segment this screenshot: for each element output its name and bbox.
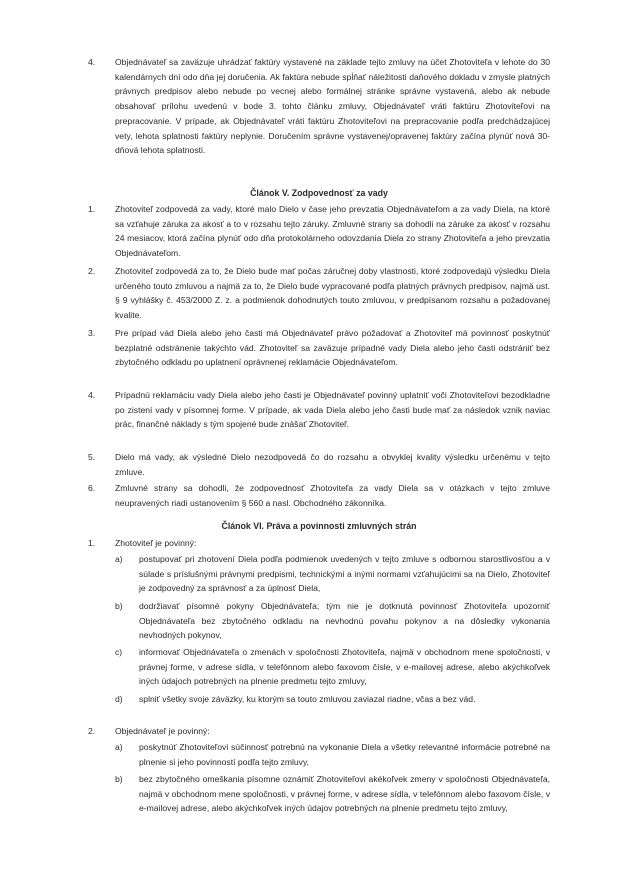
article5-paragraph-2 [88,264,550,323]
article5-paragraph-6 [88,481,550,510]
paragraph-number: 1. [88,204,96,214]
paragraph-number: 3. [88,328,96,338]
paragraph-number: 5. [88,452,96,462]
item-label: b) [115,601,123,611]
article4-paragraph-4 [88,55,550,158]
article5-paragraph-1 [88,202,550,261]
item-text: informovať Objednávateľa o zmenách v spoločnosti Zhotoviteľa, najmä v obchodnom mene spoločnosti, v právnej forme, v adrese sídla, v telefónnom alebo faxovom čísle, v e-mailovej adrese, alebo akýchkoľvek iných údajoch potrebných na plnenie predmetu tejto zmluvy, [139,647,550,687]
paragraph-text: Dielo má vady, ak výsledné Dielo nezodpovedá čo do rozsahu a obvyklej kvality výsledku určenému v tejto zmluve. [115,452,550,477]
article5-paragraph-4 [88,388,550,432]
item-label: c) [115,647,123,657]
paragraph-number: 2. [88,726,96,736]
article6-paragraph-1-lead [88,536,550,551]
paragraph-text: Objednávateľ sa zaväzuje uhrádzať faktúry vystavené na základe tejto zmluvy na účet Zhotoviteľa v lehote do 30 kalendárnych dní odo dňa jej doručenia. Ak faktúra nebude spĺňať náležitosti daňového dokladu v zmysle platných právnych predpisov alebo nebude po vecnej alebo formálnej stránke správne vystavená, alebo ak nebude obsahovať prílohu uvedenú v bode 3. tohto článku zmluvy, Objednávateľ vráti faktúru Zhotoviteľovi na prepracovanie. V prípade, ak Objednávateľ vráti faktúru Zhotoviteľovi na prepracovanie podľa predchádzajúcej vety, lehota splatnosti faktúry neplynie. Doručením správne vystavenej/opravenej faktúry začína plynúť nová 30-dňová lehota splatnosti. [115,57,550,156]
article6-paragraph-2-lead [88,724,550,739]
paragraph-text: Prípadnú reklamáciu vady Diela alebo jeho časti je Objednávateľ povinný uplatniť voči Zhotoviteľovi bezodkladne po zistení vady v písomnej forme. V prípade, ak vada Diela alebo jeho časti bude mať za následok vznik naviac prác, finančné náklady s tým spojené bude znášať Zhotoviteľ. [115,390,550,430]
article6-heading: Článok VI. Práva a povinnosti zmluvných strán [221,521,417,531]
paragraph-lead-text: Zhotoviteľ je povinný: [115,538,197,548]
paragraph-text: Zmluvné strany sa dohodli, že zodpovednosť Zhotoviteľa za vady Diela sa v otázkach v tejto zmluve neupravených riadi ustanovením § 560 a nasl. Obchodného zákonníka. [115,483,550,508]
item-text: postupovať pri zhotovení Diela podľa podmienok uvedených v tejto zmluve s odbornou starostlivosťou a v súlade s príslušnými právnymi predpismi, technickými a inými normami vzťahujúcimi sa na Dielo, Zhotoviteľ je zodpovedný za správnosť a za úplnosť Diela, [139,554,550,594]
article6-1-item-d [115,692,550,707]
paragraph-text: Zhotoviteľ zodpovedá za to, že Dielo bude mať počas záručnej doby vlastnosti, ktoré zodpovedajú výsledku Diela určeného touto zmluvou a najmä za to, že Dielo bude vypracované podľa platných právnych predpisov, najmä ust. § 9 vyhlášky č. 453/2000 Z. z. a podmienok dohodnutých touto zmluvou, v predpísanom rozsahu a požadovanej kvalite. [115,266,550,321]
article6-1-item-b [115,599,550,643]
article5-heading: Článok V. Zodpovednosť za vady [250,188,388,198]
paragraph-text: Zhotoviteľ zodpovedá za vady, ktoré malo Dielo v čase jeho prevzatia Objednávateľom a za vady Diela, na ktoré sa vzťahuje záruka za akosť a to v rozsahu tejto záruky. Zmluvné strany sa dohodli na záruke za akosť v rozsahu 24 mesiacov, ktorá začína plynúť odo dňa protokolárneho odovzdania Diela zo strany Zhotoviteľa a jeho prevzatia Objednávateľom. [115,204,550,259]
article5-paragraph-3 [88,326,550,370]
article6-2-item-b [115,772,550,816]
paragraph-number: 4. [88,57,96,67]
article6-1-item-a [115,552,550,596]
item-text: dodržiavať písomné pokyny Objednávateľa; tým nie je dotknutá povinnosť Zhotoviteľa upozorniť Objednávateľa bez zbytočného odkladu na nevhodnú povahu pokynov a na dôsledky vykonania nevhodných pokynov, [139,601,550,641]
paragraph-number: 4. [88,390,96,400]
item-text: bez zbytočného omeškania písomne oznámiť Zhotoviteľovi akékoľvek zmeny v spoločnosti Objednávateľa, najmä v obchodnom mene spoločnosti, v právnej forme, v adrese sídla, v telefónnom alebo faxovom čísle, v e-mailovej adrese, alebo akýchkoľvek iných údajov potrebných na plnenie predmetu tejto zmluvy, [139,774,550,814]
paragraph-number: 1. [88,538,96,548]
item-label: a) [115,742,123,752]
paragraph-text: Pre prípad vád Diela alebo jeho časti má Objednávateľ právo požadovať a Zhotoviteľ má povinnosť poskytnúť bezplatné odstránenie takýchto vád. Zhotoviteľ sa zaväzuje prípadné vady Diela alebo jeho časti odstrániť bez zbytočného odkladu po uplatnení oprávnenej reklamácie Objednávateľom. [115,328,550,368]
item-label: b) [115,774,123,784]
paragraph-number: 2. [88,266,96,276]
paragraph-number: 6. [88,483,96,493]
article6-1-item-c [115,645,550,689]
item-label: a) [115,554,123,564]
article6-2-item-a [115,740,550,769]
item-text: splniť všetky svoje záväzky, ku ktorým sa touto zmluvou zaviazal riadne, včas a bez vád. [139,694,476,704]
item-label: d) [115,694,123,704]
article5-paragraph-5 [88,450,550,479]
paragraph-lead-text: Objednávateľ je povinný: [115,726,210,736]
item-text: poskytnúť Zhotoviteľovi súčinnosť potrebnú na vykonanie Diela a všetky relevantné informácie potrebné na plnenie si jeho povinností podľa tejto zmluvy, [139,742,550,767]
